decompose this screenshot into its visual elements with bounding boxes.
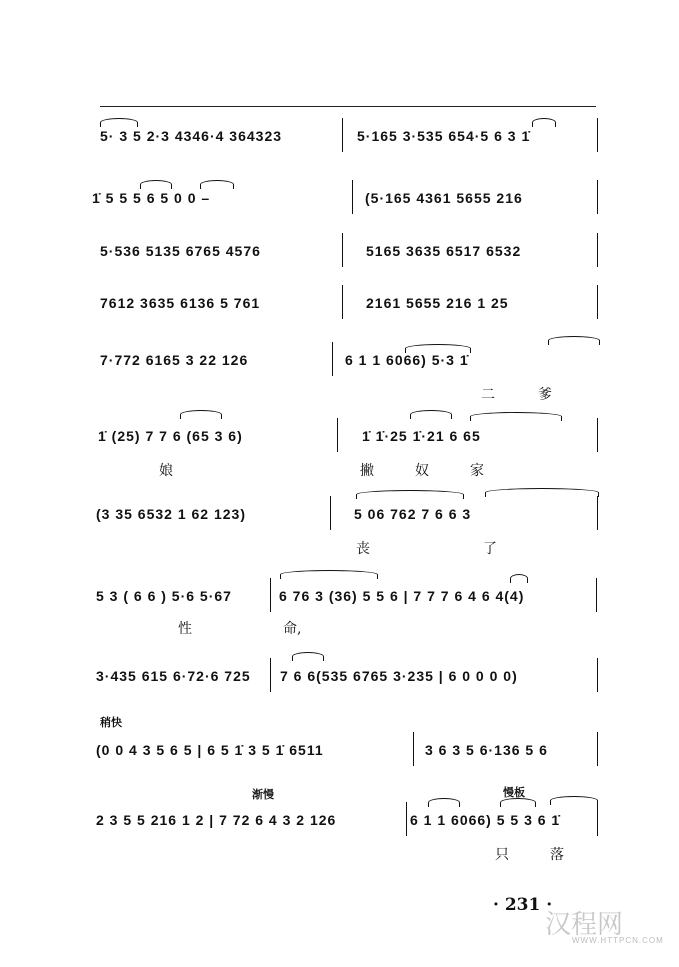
score-row-10 (0, 736, 679, 796)
measure-group-right: (5·165 4361 5655 216 (365, 190, 523, 206)
lyric-char: 娘 (159, 463, 173, 479)
barline (337, 418, 338, 452)
measure-group-right: 6 1 1 6066) 5 5 3 6 1̇ (410, 812, 561, 828)
tempo-mark: 慢板 (503, 787, 525, 799)
measure-group-right: 1̇ 1̇·25 1̇·21 6 65 (362, 428, 481, 444)
barline (597, 732, 598, 766)
score-row-9 (0, 660, 679, 720)
slur (280, 570, 378, 579)
lyric-char: 性 (178, 621, 192, 637)
measure-group-right: 3 6 3 5 6·136 5 6 (425, 742, 548, 758)
slur (356, 490, 464, 499)
page-number: · 231 · (493, 895, 553, 915)
slur (548, 336, 600, 345)
measure-group-left: 5 3 ( 6 6 ) 5·6 5·67 (96, 588, 232, 604)
measure-group-right: 5165 3635 6517 6532 (366, 243, 522, 259)
lyric-char: 了 (483, 541, 497, 557)
slur (485, 488, 599, 497)
barline (597, 418, 598, 452)
tempo-mark: 渐慢 (252, 789, 274, 801)
measure-group-left: 7·772 6165 3 22 126 (100, 352, 249, 368)
measure-group-left: (3 35 6532 1 62 123) (96, 506, 246, 522)
measure-group-left: 7612 3635 6136 5 761 (100, 295, 261, 311)
slur (200, 180, 234, 189)
barline (597, 496, 598, 530)
barline (597, 233, 598, 267)
measure-group-left: (0 0 4 3 5 6 5 | 6 5 1̇ 3 5 1̇ 6511 (96, 742, 324, 758)
score-row-7 (0, 500, 679, 560)
barline (352, 180, 353, 214)
score-row-5 (0, 342, 679, 402)
slur (510, 574, 528, 583)
measure-group-left: 5·536 5135 6765 4576 (100, 243, 261, 259)
slur (410, 410, 452, 419)
slur (550, 796, 598, 805)
slur (428, 798, 460, 807)
lyric-char: 命, (283, 621, 302, 637)
top-rule (100, 106, 596, 107)
barline (330, 496, 331, 530)
score-row-2 (0, 180, 679, 240)
score-row-8 (0, 580, 679, 640)
barline (596, 578, 597, 612)
measure-group-left: 1̇ (25) 7 7 6 (65 3 6) (98, 428, 243, 444)
measure-group-left: 5· 3 5 2·3 4346·4 364323 (100, 128, 283, 144)
measure-group-right: 6 1 1 6066) 5·3 1̇ (345, 352, 469, 368)
slur (532, 118, 556, 127)
lyric-char: 二 (481, 387, 495, 403)
lyric-char: 撇 (360, 463, 374, 479)
lyric-char: 家 (470, 463, 484, 479)
measure-group-right: 5·165 3·535 654·5 6 3 1̇ (357, 128, 531, 144)
lyric-char: 丧 (356, 541, 370, 557)
measure-group-left: 3·435 615 6·72·6 725 (96, 668, 251, 684)
tempo-mark: 稍快 (100, 717, 122, 729)
barline (342, 285, 343, 319)
watermark-url: WWW.HTTPCN.COM (572, 936, 664, 945)
barline (597, 285, 598, 319)
barline (597, 802, 598, 836)
measure-group-right: 5 06 762 7 6 6 3 (354, 506, 472, 522)
slur (405, 344, 471, 353)
measure-group-right: 6 76 3 (36) 5 5 6 | 7 7 7 6 4 6 4(4) (279, 588, 525, 604)
barline (413, 732, 414, 766)
slur (500, 798, 536, 807)
measure-group-left: 1̇ 5 5 5 6 5 0 0 – (92, 190, 211, 206)
barline (342, 118, 343, 152)
lyric-char: 落 (550, 847, 564, 863)
barline (342, 233, 343, 267)
slur (100, 118, 138, 127)
slur (140, 180, 172, 189)
score-row-3 (0, 233, 679, 293)
barline (597, 180, 598, 214)
score-row-1 (0, 118, 679, 178)
measure-group-left: 2 3 5 5 216 1 2 | 7 72 6 4 3 2 126 (96, 812, 337, 828)
barline (597, 658, 598, 692)
slur (180, 410, 222, 419)
lyric-char: 奴 (415, 463, 429, 479)
slur (470, 412, 562, 421)
watermark-logo: 汉程网 (545, 910, 624, 940)
slur (292, 652, 324, 661)
barline (597, 118, 598, 152)
measure-group-right: 2161 5655 216 1 25 (366, 295, 509, 311)
lyric-char: 只 (495, 847, 509, 863)
barline (270, 658, 271, 692)
barline (332, 342, 333, 376)
barline (270, 578, 271, 612)
lyric-char: 爹 (538, 387, 552, 403)
score-row-11 (0, 806, 679, 866)
barline (406, 802, 407, 836)
score-row-6 (0, 418, 679, 478)
measure-group-right: 7 6 6(535 6765 3·235 | 6 0 0 0 0) (280, 668, 518, 684)
